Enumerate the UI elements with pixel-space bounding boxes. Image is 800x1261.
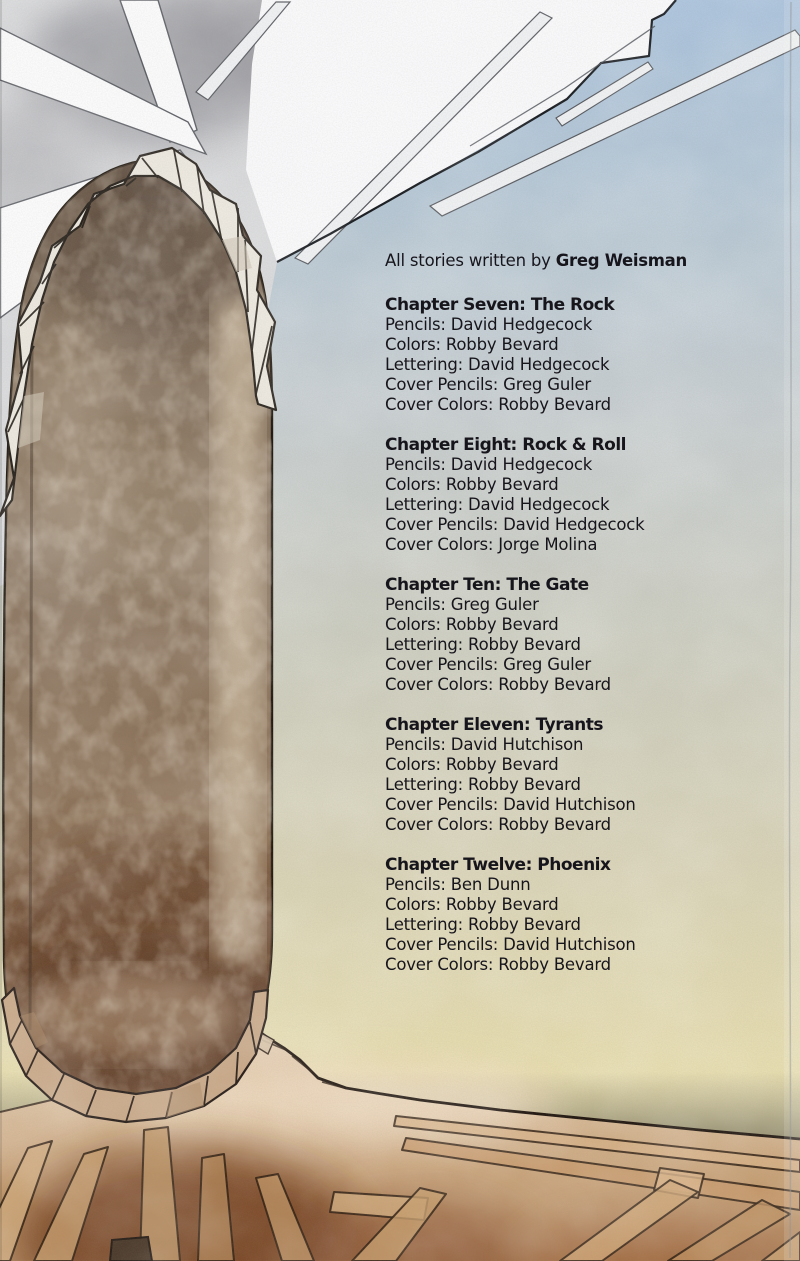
- credit-line: Colors: Robby Bevard: [385, 475, 559, 494]
- chapter-title: Chapter Eleven: Tyrants: [385, 715, 603, 735]
- chapter-title: Chapter Seven: The Rock: [385, 295, 615, 315]
- chapter-credit-block: [385, 435, 785, 555]
- credit-line: Cover Colors: Jorge Molina: [385, 535, 598, 554]
- credit-line: Lettering: David Hedgecock: [385, 355, 610, 374]
- chapter-credit-block: [385, 295, 785, 415]
- credit-line: Cover Colors: Robby Bevard: [385, 395, 611, 414]
- credit-line: Cover Pencils: Greg Guler: [385, 655, 592, 674]
- credit-line: Pencils: David Hutchison: [385, 735, 584, 754]
- credit-line: Lettering: David Hedgecock: [385, 495, 610, 514]
- credit-line: Colors: Robby Bevard: [385, 755, 559, 774]
- credit-line: Cover Colors: Robby Bevard: [385, 675, 611, 694]
- chapter-title: Chapter Eight: Rock & Roll: [385, 435, 626, 455]
- credit-line: Cover Colors: Robby Bevard: [385, 815, 611, 834]
- writer-byline: [385, 251, 785, 271]
- chapter-credit-block: [385, 715, 785, 835]
- writer-name: Greg Weisman: [555, 251, 687, 270]
- credits-panel: [385, 251, 785, 995]
- credit-line: Pencils: Ben Dunn: [385, 875, 531, 894]
- credit-line: Cover Pencils: David Hutchison: [385, 935, 636, 954]
- credit-line: Pencils: Greg Guler: [385, 595, 539, 614]
- credit-line: Pencils: David Hedgecock: [385, 455, 593, 474]
- credit-line: Colors: Robby Bevard: [385, 335, 559, 354]
- credit-line: Colors: Robby Bevard: [385, 895, 559, 914]
- credit-line: Cover Pencils: Greg Guler: [385, 375, 592, 394]
- credit-line: Colors: Robby Bevard: [385, 615, 559, 634]
- chapter-credit-block: [385, 855, 785, 975]
- credit-line: Lettering: Robby Bevard: [385, 635, 581, 654]
- credit-line: Lettering: Robby Bevard: [385, 915, 581, 934]
- credit-line: Cover Pencils: David Hutchison: [385, 795, 636, 814]
- chapter-credit-block: [385, 575, 785, 695]
- byline-prefix: All stories written by: [385, 251, 556, 270]
- chapter-title: Chapter Ten: The Gate: [385, 575, 589, 595]
- credit-line: Lettering: Robby Bevard: [385, 775, 581, 794]
- credit-line: Cover Pencils: David Hedgecock: [385, 515, 645, 534]
- chapter-title: Chapter Twelve: Phoenix: [385, 855, 611, 875]
- credit-line: Cover Colors: Robby Bevard: [385, 955, 611, 974]
- credit-line: Pencils: David Hedgecock: [385, 315, 593, 334]
